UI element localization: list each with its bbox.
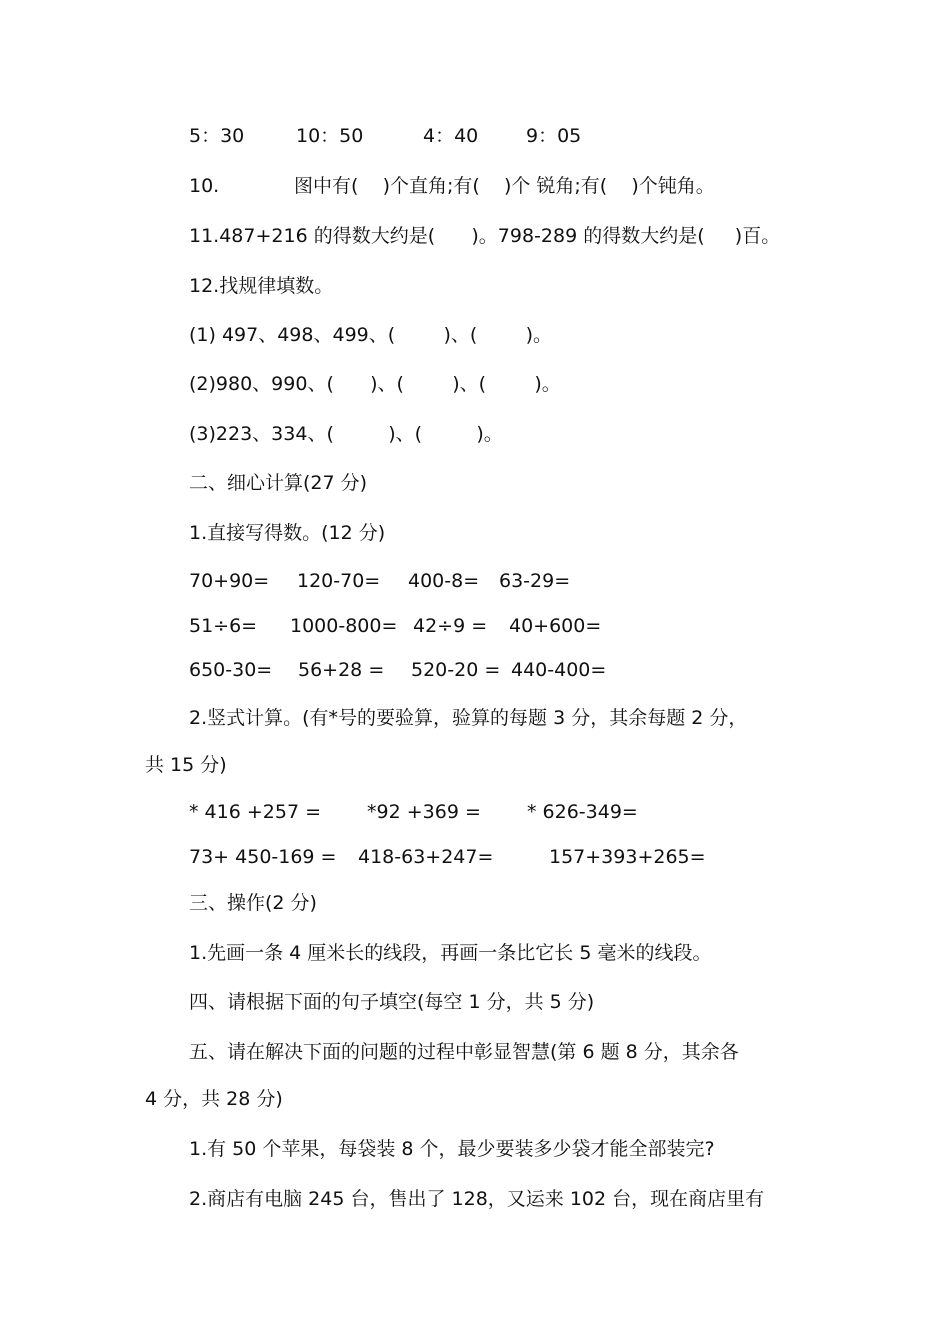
question-12: 12.找规律填数。 — [189, 275, 334, 297]
calc-item: 51÷6= — [189, 615, 258, 637]
question-12-part-1: (1) 497、498、499、( )、( )。 — [189, 324, 553, 346]
calc-item: 63-29= — [499, 570, 571, 592]
calc-item: 56+28 = — [298, 659, 385, 681]
time-item: 5：30 — [189, 125, 245, 147]
question-11: 11.487+216 的得数大约是( )。798-289 的得数大约是( )百。 — [189, 225, 781, 247]
calc-item: 1000-800= — [290, 615, 398, 637]
calc-item: 73+ 450-169 = — [189, 846, 337, 868]
calc-item: 70+90= — [189, 570, 270, 592]
section-heading-5: 五、请在解决下面的问题的过程中彰显智慧(第 6 题 8 分，其余各 — [189, 1041, 739, 1063]
question-12-part-2: (2)980、990、( )、( )、( )。 — [189, 373, 561, 395]
calc-item: 42÷9 = — [413, 615, 488, 637]
calc-item: 157+393+265= — [549, 846, 706, 868]
word-problem-2: 2.商店有电脑 245 台，售出了 128，又运来 102 台，现在商店里有 — [189, 1188, 765, 1210]
calc-item: 418-63+247= — [358, 846, 494, 868]
time-item: 9：05 — [526, 125, 582, 147]
section-heading-3: 三、操作(2 分) — [189, 892, 317, 914]
calc-item: 520-20 = — [411, 659, 501, 681]
subsection-heading-continued: 共 15 分) — [145, 754, 227, 776]
section-heading-2: 二、细心计算(27 分) — [189, 472, 368, 494]
calc-item: *92 +369 = — [367, 801, 481, 823]
question-text: 图中有( )个直角;有( )个 锐角;有( )个钝角。 — [294, 175, 715, 197]
section-heading-4: 四、请根据下面的句子填空(每空 1 分，共 5 分) — [189, 991, 595, 1013]
subsection-heading: 1.直接写得数。(12 分) — [189, 522, 386, 544]
word-problem-1: 1.有 50 个苹果，每袋装 8 个，最少要装多少袋才能全部装完? — [189, 1138, 715, 1160]
time-item: 4：40 — [423, 125, 479, 147]
subsection-heading: 2.竖式计算。(有*号的要验算，验算的每题 3 分，其余每题 2 分， — [189, 707, 748, 729]
question-number: 10. — [189, 175, 220, 197]
calc-item: 120-70= — [297, 570, 381, 592]
calc-item: 400-8= — [408, 570, 480, 592]
section-heading-5-continued: 4 分，共 28 分) — [145, 1088, 283, 1110]
calc-item: * 416 +257 = — [189, 801, 321, 823]
time-item: 10：50 — [296, 125, 364, 147]
operation-question: 1.先画一条 4 厘米长的线段，再画一条比它长 5 毫米的线段。 — [189, 942, 712, 964]
calc-item: * 626-349= — [527, 801, 638, 823]
question-12-part-3: (3)223、334、( )、( )。 — [189, 423, 503, 445]
calc-item: 40+600= — [509, 615, 602, 637]
calc-item: 440-400= — [511, 659, 607, 681]
calc-item: 650-30= — [189, 659, 273, 681]
